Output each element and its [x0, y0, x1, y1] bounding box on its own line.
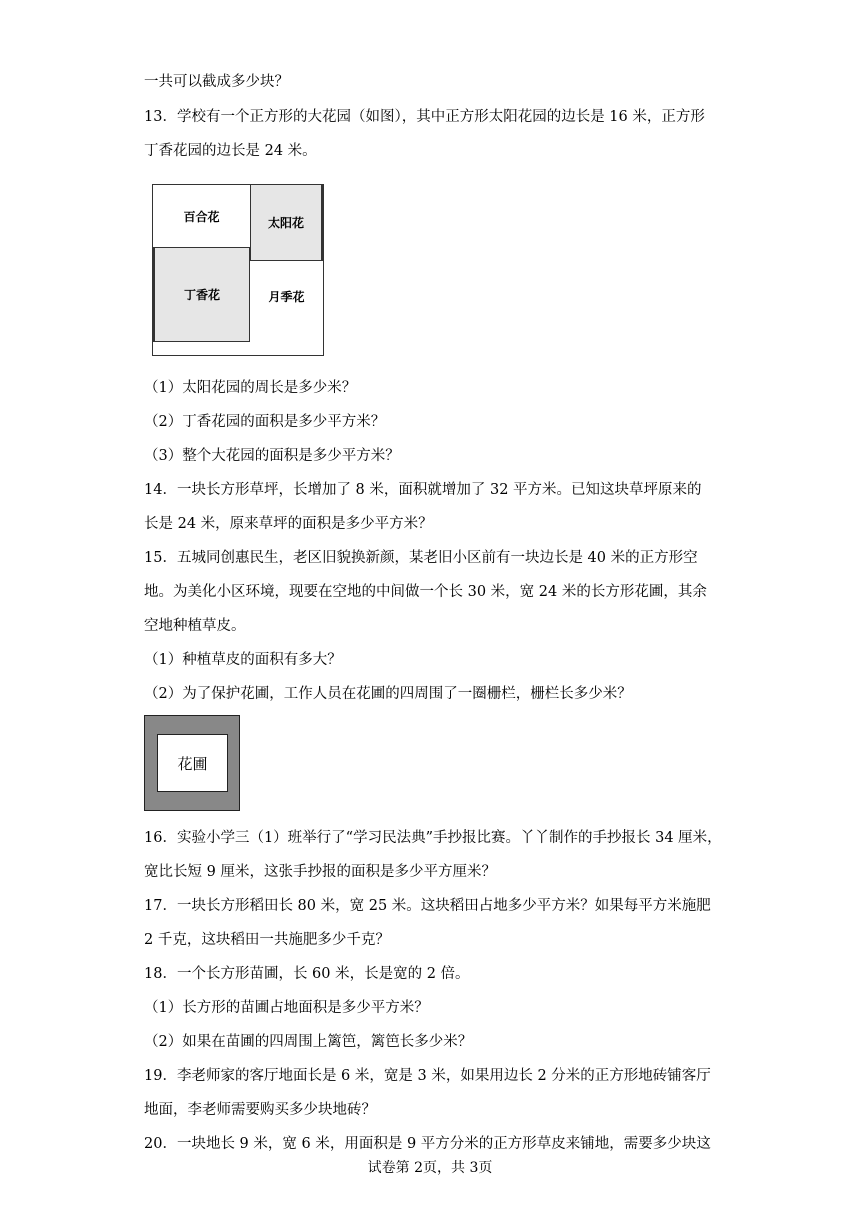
q12-tail: 一共可以截成多少块？ — [144, 74, 289, 90]
q16-line1: 16．实验小学三（1）班举行了“学习民法典”手抄报比赛。丫丫制作的手抄报长 34 厘米， — [144, 830, 722, 846]
q13-sub3: （3）整个大花园的面积是多少平方米？ — [144, 448, 400, 464]
q13-sub1: （1）太阳花园的周长是多少米？ — [144, 380, 357, 396]
q13-sub2: （2）丁香花园的面积是多少平方米？ — [144, 414, 386, 430]
q18-line1: 18．一个长方形苗圃，长 60 米，长是宽的 2 倍。 — [144, 966, 470, 982]
q14-line1: 14．一块长方形草坪，长增加了 8 米，面积就增加了 32 平方米。已知这块草坪原来的 — [144, 482, 702, 498]
flowerbed-figure — [144, 715, 240, 811]
q17-line2: 2 千克，这块稻田一共施肥多少千克？ — [144, 932, 390, 948]
q13-line1: 13．学校有一个正方形的大花园（如图），其中正方形太阳花园的边长是 16 米，正方形 — [144, 109, 705, 125]
q18-sub1: （1）长方形的苗圃占地面积是多少平方米？ — [144, 1000, 429, 1016]
q13-line2: 丁香花园的边长是 24 米。 — [144, 143, 317, 159]
q16-line2: 宽比长短 9 厘米，这张手抄报的面积是多少平方厘米？ — [144, 864, 496, 880]
baihe-region: 百合花 — [183, 209, 220, 224]
dingxiang-region: 丁香花 — [153, 247, 250, 342]
q19-line1: 19．李老师家的客厅地面长是 6 米，宽是 3 米，如果用边长 2 分米的正方形地砖铺客厅 — [144, 1068, 711, 1084]
taiyang-region: 太阳花 — [250, 185, 323, 261]
q17-line1: 17．一块长方形稻田长 80 米，宽 25 米。这块稻田占地多少平方米？如果每平方米施肥 — [144, 898, 711, 914]
q15-sub1: （1）种植草皮的面积有多大？ — [144, 652, 342, 668]
q19-line2: 地面，李老师需要购买多少块地砖？ — [144, 1102, 376, 1118]
garden-figure — [152, 184, 324, 356]
q15-sub2: （2）为了保护花圃，工作人员在花圃的四周围了一圈栅栏，栅栏长多少米？ — [144, 686, 632, 702]
q15-line3: 空地种植草皮。 — [144, 618, 246, 634]
q15-line2: 地。为美化小区环境，现要在空地的中间做一个长 30 米，宽 24 米的长方形花圃，其余 — [144, 584, 707, 600]
q20-line1: 20．一块地长 9 米，宽 6 米，用面积是 9 平方分米的正方形草皮来铺地，需要多少块这 — [144, 1136, 711, 1152]
q18-sub2: （2）如果在苗圃的四周围上篱笆，篱笆长多少米？ — [144, 1034, 473, 1050]
flowerbed-label: 花圃 — [157, 734, 228, 792]
page-footer: 试卷第 2页，共 3页 — [367, 1160, 493, 1176]
q14-line2: 长是 24 米，原来草坪的面积是多少平方米？ — [144, 516, 433, 532]
yueji-region: 月季花 — [268, 289, 305, 304]
q15-line1: 15．五城同创惠民生，老区旧貌换新颜，某老旧小区前有一块边长是 40 米的正方形空 — [144, 550, 698, 566]
